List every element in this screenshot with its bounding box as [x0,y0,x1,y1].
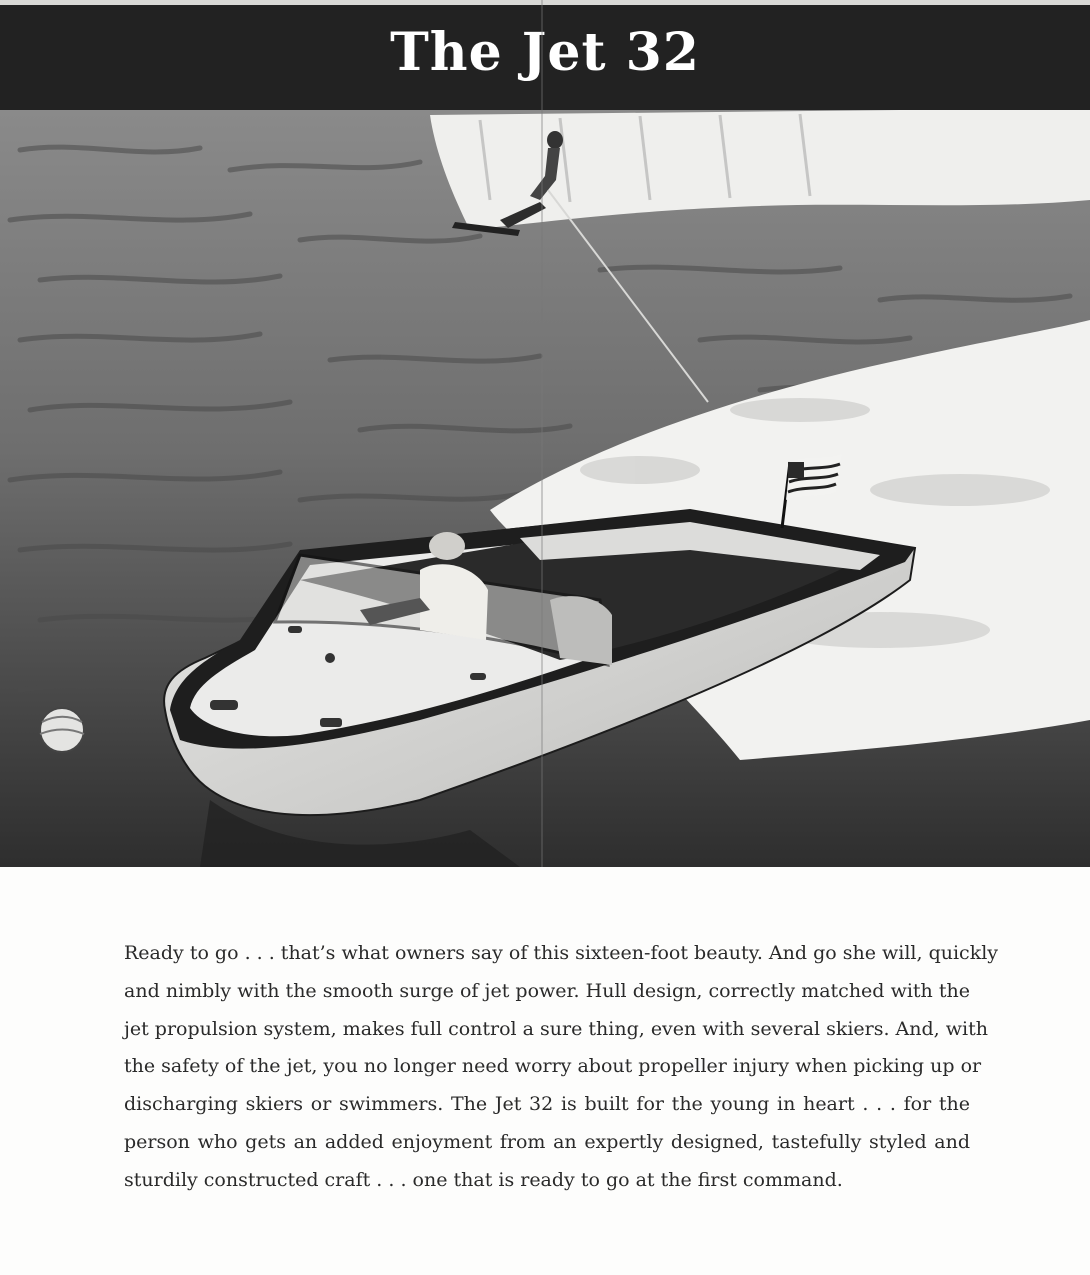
body-paragraph [124,935,999,1200]
center-fold [541,0,543,867]
body-line: and nimbly with the smooth surge of jet power. Hull design, correctly matched with the [124,979,970,1002]
boat-illustration [0,110,1090,867]
body-line: Ready to go . . . that’s what owners say of this sixteen-foot beauty. And go she will, quickly [124,942,999,964]
buoy-icon [40,708,84,752]
body-line: jet propulsion system, makes full control a sure thing, even with several skiers. And, with [124,1017,988,1040]
body-line: the safety of the jet, you no longer need worry about propeller injury when picking up or [124,1055,982,1078]
body-line: discharging skiers or swimmers. The Jet 32 is built for the young in heart . . . for the [124,1093,970,1116]
body-line: person who gets an added enjoyment from an expertly designed, tastefully styled and [124,1130,970,1153]
body-line: sturdily constructed craft . . . one that is ready to go at the first command. [124,1168,843,1191]
page-title: The Jet 32 [390,22,700,83]
